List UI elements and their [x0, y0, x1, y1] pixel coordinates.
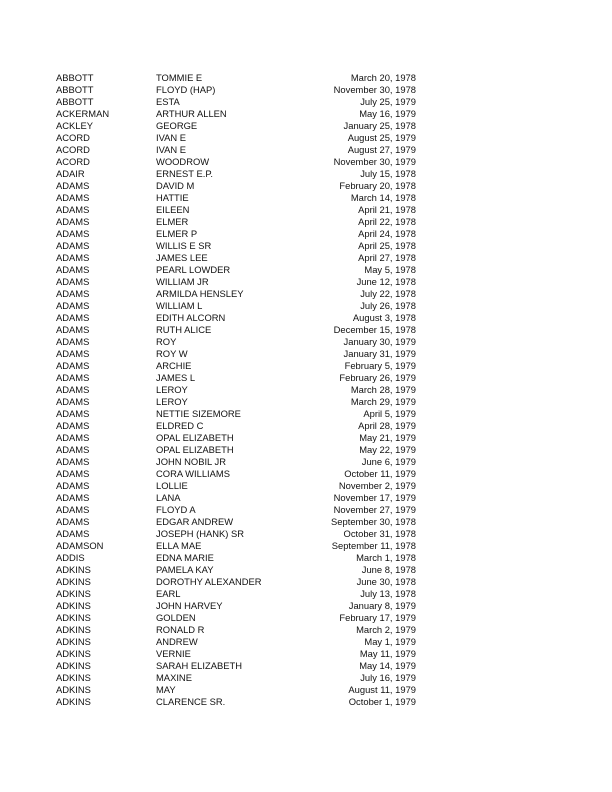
record-row	[56, 648, 416, 660]
surname: ACORD	[56, 144, 90, 155]
record-row	[56, 396, 416, 408]
record-row	[56, 300, 416, 312]
record-date: April 28, 1979	[358, 420, 416, 431]
surname: ADAMS	[56, 288, 90, 299]
given-name: RUTH ALICE	[156, 324, 212, 335]
record-date: November 30, 1979	[333, 156, 416, 167]
record-row	[56, 492, 416, 504]
given-name: ARTHUR ALLEN	[156, 108, 227, 119]
record-row	[56, 660, 416, 672]
given-name: ROY	[156, 336, 177, 347]
record-row	[56, 288, 416, 300]
record-row	[56, 528, 416, 540]
surname: ADKINS	[56, 588, 91, 599]
given-name: GEORGE	[156, 120, 198, 131]
record-date: October 1, 1979	[348, 696, 416, 707]
given-name: ELMER P	[156, 228, 198, 239]
record-date: April 22, 1978	[358, 216, 416, 227]
record-row	[56, 72, 416, 84]
record-row	[56, 324, 416, 336]
surname: ADAMS	[56, 516, 90, 527]
record-date: March 1, 1978	[356, 552, 416, 563]
record-date: November 30, 1978	[333, 84, 416, 95]
surname: ADAMS	[56, 480, 90, 491]
record-date: May 14, 1979	[359, 660, 416, 671]
record-date: July 15, 1978	[360, 168, 416, 179]
record-row	[56, 612, 416, 624]
record-row	[56, 468, 416, 480]
record-date: October 11, 1979	[344, 468, 416, 479]
records-list	[56, 72, 416, 708]
surname: ADAMS	[56, 408, 90, 419]
surname: ADAMS	[56, 324, 90, 335]
record-date: July 16, 1979	[360, 672, 416, 683]
given-name: HATTIE	[156, 192, 189, 203]
given-name: MAXINE	[156, 672, 192, 683]
record-date: January 8, 1979	[348, 600, 416, 611]
record-date: November 27, 1979	[333, 504, 416, 515]
given-name: ANDREW	[156, 636, 198, 647]
surname: ADAMS	[56, 396, 90, 407]
surname: ADAMS	[56, 504, 90, 515]
surname: ACKERMAN	[56, 108, 110, 119]
given-name: ARMILDA HENSLEY	[156, 288, 244, 299]
record-row	[56, 588, 416, 600]
surname: ADKINS	[56, 684, 91, 695]
record-row	[56, 444, 416, 456]
given-name: IVAN E	[156, 132, 187, 143]
record-row	[56, 120, 416, 132]
record-row	[56, 540, 416, 552]
surname: ADKINS	[56, 600, 91, 611]
record-row	[56, 336, 416, 348]
given-name: SARAH ELIZABETH	[156, 660, 242, 671]
surname: ADAMS	[56, 528, 90, 539]
record-row	[56, 132, 416, 144]
record-row	[56, 156, 416, 168]
record-row	[56, 240, 416, 252]
surname: ADKINS	[56, 612, 91, 623]
record-date: February 26, 1979	[339, 372, 416, 383]
surname: ADAMS	[56, 300, 90, 311]
record-date: May 11, 1979	[359, 648, 416, 659]
given-name: ROY W	[156, 348, 188, 359]
record-date: August 27, 1979	[347, 144, 416, 155]
record-date: March 14, 1978	[350, 192, 416, 203]
given-name: LOLLIE	[156, 480, 188, 491]
given-name: IVAN E	[156, 144, 187, 155]
record-date: February 5, 1979	[344, 360, 416, 371]
record-row	[56, 696, 416, 708]
given-name: FLOYD (HAP)	[156, 84, 216, 95]
surname: ADKINS	[56, 672, 91, 683]
record-date: January 30, 1979	[343, 336, 416, 347]
record-date: September 30, 1978	[331, 516, 416, 527]
record-row	[56, 516, 416, 528]
record-row	[56, 408, 416, 420]
given-name: EDNA MARIE	[156, 552, 214, 563]
given-name: VERNIE	[156, 648, 191, 659]
record-date: June 12, 1978	[356, 276, 416, 287]
given-name: OPAL ELIZABETH	[156, 432, 234, 443]
surname: ADAMS	[56, 468, 90, 479]
given-name: LANA	[156, 492, 181, 503]
record-row	[56, 276, 416, 288]
given-name: LEROY	[156, 384, 188, 395]
record-date: April 21, 1978	[358, 204, 416, 215]
surname: ADKINS	[56, 564, 91, 575]
surname: ACORD	[56, 156, 90, 167]
surname: ADAMS	[56, 252, 90, 263]
given-name: FLOYD A	[156, 504, 196, 515]
record-date: June 30, 1978	[356, 576, 416, 587]
record-row	[56, 264, 416, 276]
record-row	[56, 432, 416, 444]
record-date: May 16, 1979	[359, 108, 416, 119]
record-date: August 11, 1979	[348, 684, 416, 695]
surname: ADKINS	[56, 636, 91, 647]
given-name: WOODROW	[156, 156, 210, 167]
record-date: April 27, 1978	[358, 252, 416, 263]
record-row	[56, 372, 416, 384]
record-row	[56, 312, 416, 324]
given-name: EILEEN	[156, 204, 190, 215]
given-name: CLARENCE SR.	[156, 696, 226, 707]
surname: ADAMS	[56, 348, 90, 359]
given-name: GOLDEN	[156, 612, 196, 623]
record-row	[56, 480, 416, 492]
surname: ADAMS	[56, 228, 90, 239]
surname: ADAMS	[56, 336, 90, 347]
record-date: March 20, 1978	[350, 72, 416, 83]
surname: ADAMS	[56, 432, 90, 443]
given-name: ELDRED C	[156, 420, 204, 431]
record-date: December 15, 1978	[333, 324, 416, 335]
record-date: May 1, 1979	[364, 636, 416, 647]
given-name: EARL	[156, 588, 181, 599]
surname: ADDIS	[56, 552, 85, 563]
record-row	[56, 552, 416, 564]
given-name: RONALD R	[156, 624, 205, 635]
record-date: February 17, 1979	[339, 612, 416, 623]
surname: ADAMS	[56, 492, 90, 503]
given-name: ARCHIE	[156, 360, 192, 371]
given-name: ELLA MAE	[156, 540, 202, 551]
record-date: March 2, 1979	[356, 624, 416, 635]
given-name: PAMELA KAY	[156, 564, 214, 575]
record-row	[56, 456, 416, 468]
record-row	[56, 360, 416, 372]
record-date: April 24, 1978	[358, 228, 416, 239]
record-row	[56, 600, 416, 612]
given-name: LEROY	[156, 396, 188, 407]
given-name: WILLIS E SR	[156, 240, 212, 251]
record-date: February 20, 1978	[339, 180, 416, 191]
given-name: EDGAR ANDREW	[156, 516, 234, 527]
given-name: DAVID M	[156, 180, 195, 191]
given-name: PEARL LOWDER	[156, 264, 231, 275]
surname: ADAMS	[56, 192, 90, 203]
given-name: JAMES L	[156, 372, 196, 383]
record-row	[56, 564, 416, 576]
record-row	[56, 180, 416, 192]
record-row	[56, 576, 416, 588]
given-name: ELMER	[156, 216, 189, 227]
record-date: April 5, 1979	[363, 408, 416, 419]
surname: ACORD	[56, 132, 90, 143]
surname: ADAMS	[56, 420, 90, 431]
surname: ACKLEY	[56, 120, 93, 131]
record-row	[56, 348, 416, 360]
given-name: JOSEPH (HANK) SR	[156, 528, 245, 539]
surname: ADAMS	[56, 456, 90, 467]
given-name: EDITH ALCORN	[156, 312, 226, 323]
record-row	[56, 216, 416, 228]
surname: ADKINS	[56, 660, 91, 671]
record-date: September 11, 1978	[331, 540, 416, 551]
record-date: August 3, 1978	[352, 312, 416, 323]
record-date: November 2, 1979	[338, 480, 416, 491]
record-date: June 8, 1978	[361, 564, 416, 575]
record-row	[56, 192, 416, 204]
record-row	[56, 168, 416, 180]
record-row	[56, 228, 416, 240]
record-row	[56, 204, 416, 216]
record-date: May 22, 1979	[359, 444, 416, 455]
surname: ADAMS	[56, 240, 90, 251]
given-name: WILLIAM JR	[156, 276, 209, 287]
surname: ADAMS	[56, 264, 90, 275]
record-date: May 5, 1978	[364, 264, 416, 275]
surname: ADKINS	[56, 648, 91, 659]
record-row	[56, 624, 416, 636]
given-name: JOHN NOBIL JR	[156, 456, 226, 467]
given-name: WILLIAM L	[156, 300, 203, 311]
record-date: March 29, 1979	[350, 396, 416, 407]
record-date: July 22, 1978	[360, 288, 416, 299]
record-row	[56, 684, 416, 696]
record-date: July 13, 1978	[360, 588, 416, 599]
record-row	[56, 672, 416, 684]
surname: ADAMS	[56, 216, 90, 227]
surname: ADAMS	[56, 312, 90, 323]
record-date: October 31, 1978	[343, 528, 416, 539]
record-date: August 25, 1979	[347, 132, 416, 143]
given-name: OPAL ELIZABETH	[156, 444, 234, 455]
record-date: January 31, 1979	[343, 348, 416, 359]
surname: ADKINS	[56, 624, 91, 635]
record-date: April 25, 1978	[358, 240, 416, 251]
surname: ADAIR	[56, 168, 85, 179]
surname: ABBOTT	[56, 84, 94, 95]
record-row	[56, 636, 416, 648]
surname: ADKINS	[56, 576, 91, 587]
record-date: May 21, 1979	[359, 432, 416, 443]
given-name: DOROTHY ALEXANDER	[156, 576, 262, 587]
surname: ADAMS	[56, 360, 90, 371]
record-row	[56, 504, 416, 516]
surname: ABBOTT	[56, 72, 94, 83]
given-name: MAY	[156, 684, 176, 695]
record-row	[56, 96, 416, 108]
record-date: July 25, 1979	[360, 96, 416, 107]
record-row	[56, 144, 416, 156]
given-name: JOHN HARVEY	[156, 600, 223, 611]
record-date: July 26, 1978	[360, 300, 416, 311]
record-date: June 6, 1979	[361, 456, 416, 467]
given-name: JAMES LEE	[156, 252, 208, 263]
record-date: November 17, 1979	[333, 492, 416, 503]
surname: ADAMS	[56, 180, 90, 191]
given-name: NETTIE SIZEMORE	[156, 408, 241, 419]
surname: ADAMS	[56, 444, 90, 455]
surname: ADAMS	[56, 372, 90, 383]
record-row	[56, 420, 416, 432]
surname: ADAMS	[56, 276, 90, 287]
surname: ADAMS	[56, 204, 90, 215]
given-name: ERNEST E.P.	[156, 168, 213, 179]
record-date: January 25, 1978	[343, 120, 416, 131]
record-row	[56, 108, 416, 120]
record-row	[56, 252, 416, 264]
record-date: March 28, 1979	[350, 384, 416, 395]
surname: ABBOTT	[56, 96, 94, 107]
given-name: CORA WILLIAMS	[156, 468, 230, 479]
given-name: ESTA	[156, 96, 180, 107]
record-row	[56, 84, 416, 96]
surname: ADKINS	[56, 696, 91, 707]
surname: ADAMS	[56, 384, 90, 395]
given-name: TOMMIE E	[156, 72, 203, 83]
surname: ADAMSON	[56, 540, 104, 551]
record-row	[56, 384, 416, 396]
